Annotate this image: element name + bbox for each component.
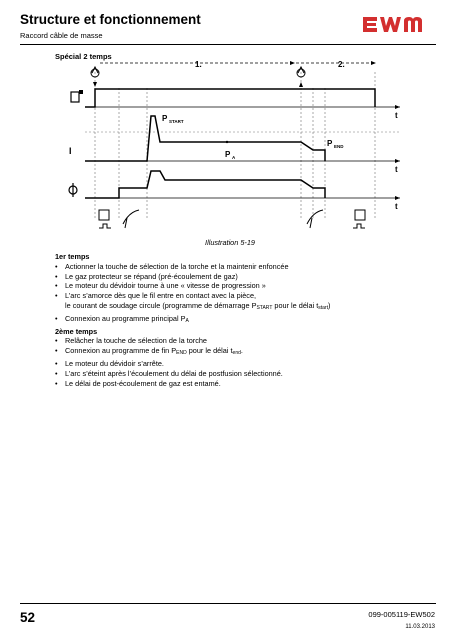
step1-item: • Le gaz protecteur se répand (pré-écoulement de gaz) <box>55 272 425 282</box>
label-p-a: P <box>225 150 231 159</box>
time-guides <box>95 72 375 218</box>
label-p-end-sub: END <box>334 144 344 149</box>
step2-end-item: • Connexion au programme de fin $P_{END}$ pour le délai $t_{end}$. <box>55 346 425 359</box>
page-title: Structure et fonctionnement <box>20 12 201 27</box>
step1-connexion-item: • Connexion au programme principal $P_A$ <box>55 314 425 327</box>
section-heading: Spécial 2 temps <box>55 52 112 61</box>
gas-preflow-icon <box>99 210 111 228</box>
row-trigger-icon <box>71 90 83 102</box>
page-number: 52 <box>20 610 36 625</box>
document-reference: 099-005119-EW502 <box>368 610 435 619</box>
timing-diagram <box>55 58 405 238</box>
ewm-logo <box>361 13 435 35</box>
trigger-signal <box>85 89 375 107</box>
voltage-signal <box>85 171 325 198</box>
phase-2-label: 2. <box>338 60 345 69</box>
label-p-start: P <box>162 114 168 123</box>
footer-rule <box>20 603 436 604</box>
row-voltage-icon <box>69 183 77 197</box>
axis-t-1: t <box>395 111 398 120</box>
step2-item: • Le délai de post-écoulement de gaz est entamé. <box>55 379 425 389</box>
document-date: 11.03.2013 <box>405 624 435 630</box>
wire-feed-start-icon <box>123 210 139 228</box>
torch-press-icon <box>91 67 99 87</box>
step2-item: • L’arc s’éteint après l’écoulement du délai de postfusion sélectionné. <box>55 369 425 379</box>
step2-item: • Relâcher la touche de sélection de la torche <box>55 336 425 346</box>
step2-item: • Le moteur du dévidoir s’arrête. <box>55 359 425 369</box>
gas-postflow-icon <box>353 210 365 228</box>
torch-release-icon <box>297 67 305 87</box>
row-current-label: I <box>69 146 72 156</box>
figure-caption: Illustration 5-19 <box>205 238 255 247</box>
phase-1-label: 1. <box>195 60 202 69</box>
label-p-end: P <box>327 139 333 148</box>
step2-heading: 2ème temps <box>55 326 98 336</box>
phase-markers <box>100 60 376 69</box>
current-signal <box>85 116 325 161</box>
header-rule <box>20 44 436 45</box>
page-subtitle: Raccord câble de masse <box>20 31 103 40</box>
step1-arc-item: • L’arc s’amorce dès que le fil entre en contact avec la pièce, le courant de soudage circule (programme de démarrage $P_{START}$ pour le délai $t_{start}$) <box>55 291 425 314</box>
step1-heading: 1er temps <box>55 252 90 261</box>
label-p-start-sub: START <box>169 119 184 124</box>
label-p-a-sub: A <box>232 155 236 160</box>
step1-item: • Actionner la touche de sélection de la torche et la maintenir enfoncée <box>55 262 425 272</box>
pa-marker <box>226 141 228 143</box>
wire-feed-stop-icon <box>307 210 323 228</box>
instructions <box>55 252 425 388</box>
step1-item: • Le moteur du dévidoir tourne à une « vitesse de progression » <box>55 281 425 291</box>
axis-t-2: t <box>395 165 398 174</box>
axis-t-3: t <box>395 202 398 211</box>
